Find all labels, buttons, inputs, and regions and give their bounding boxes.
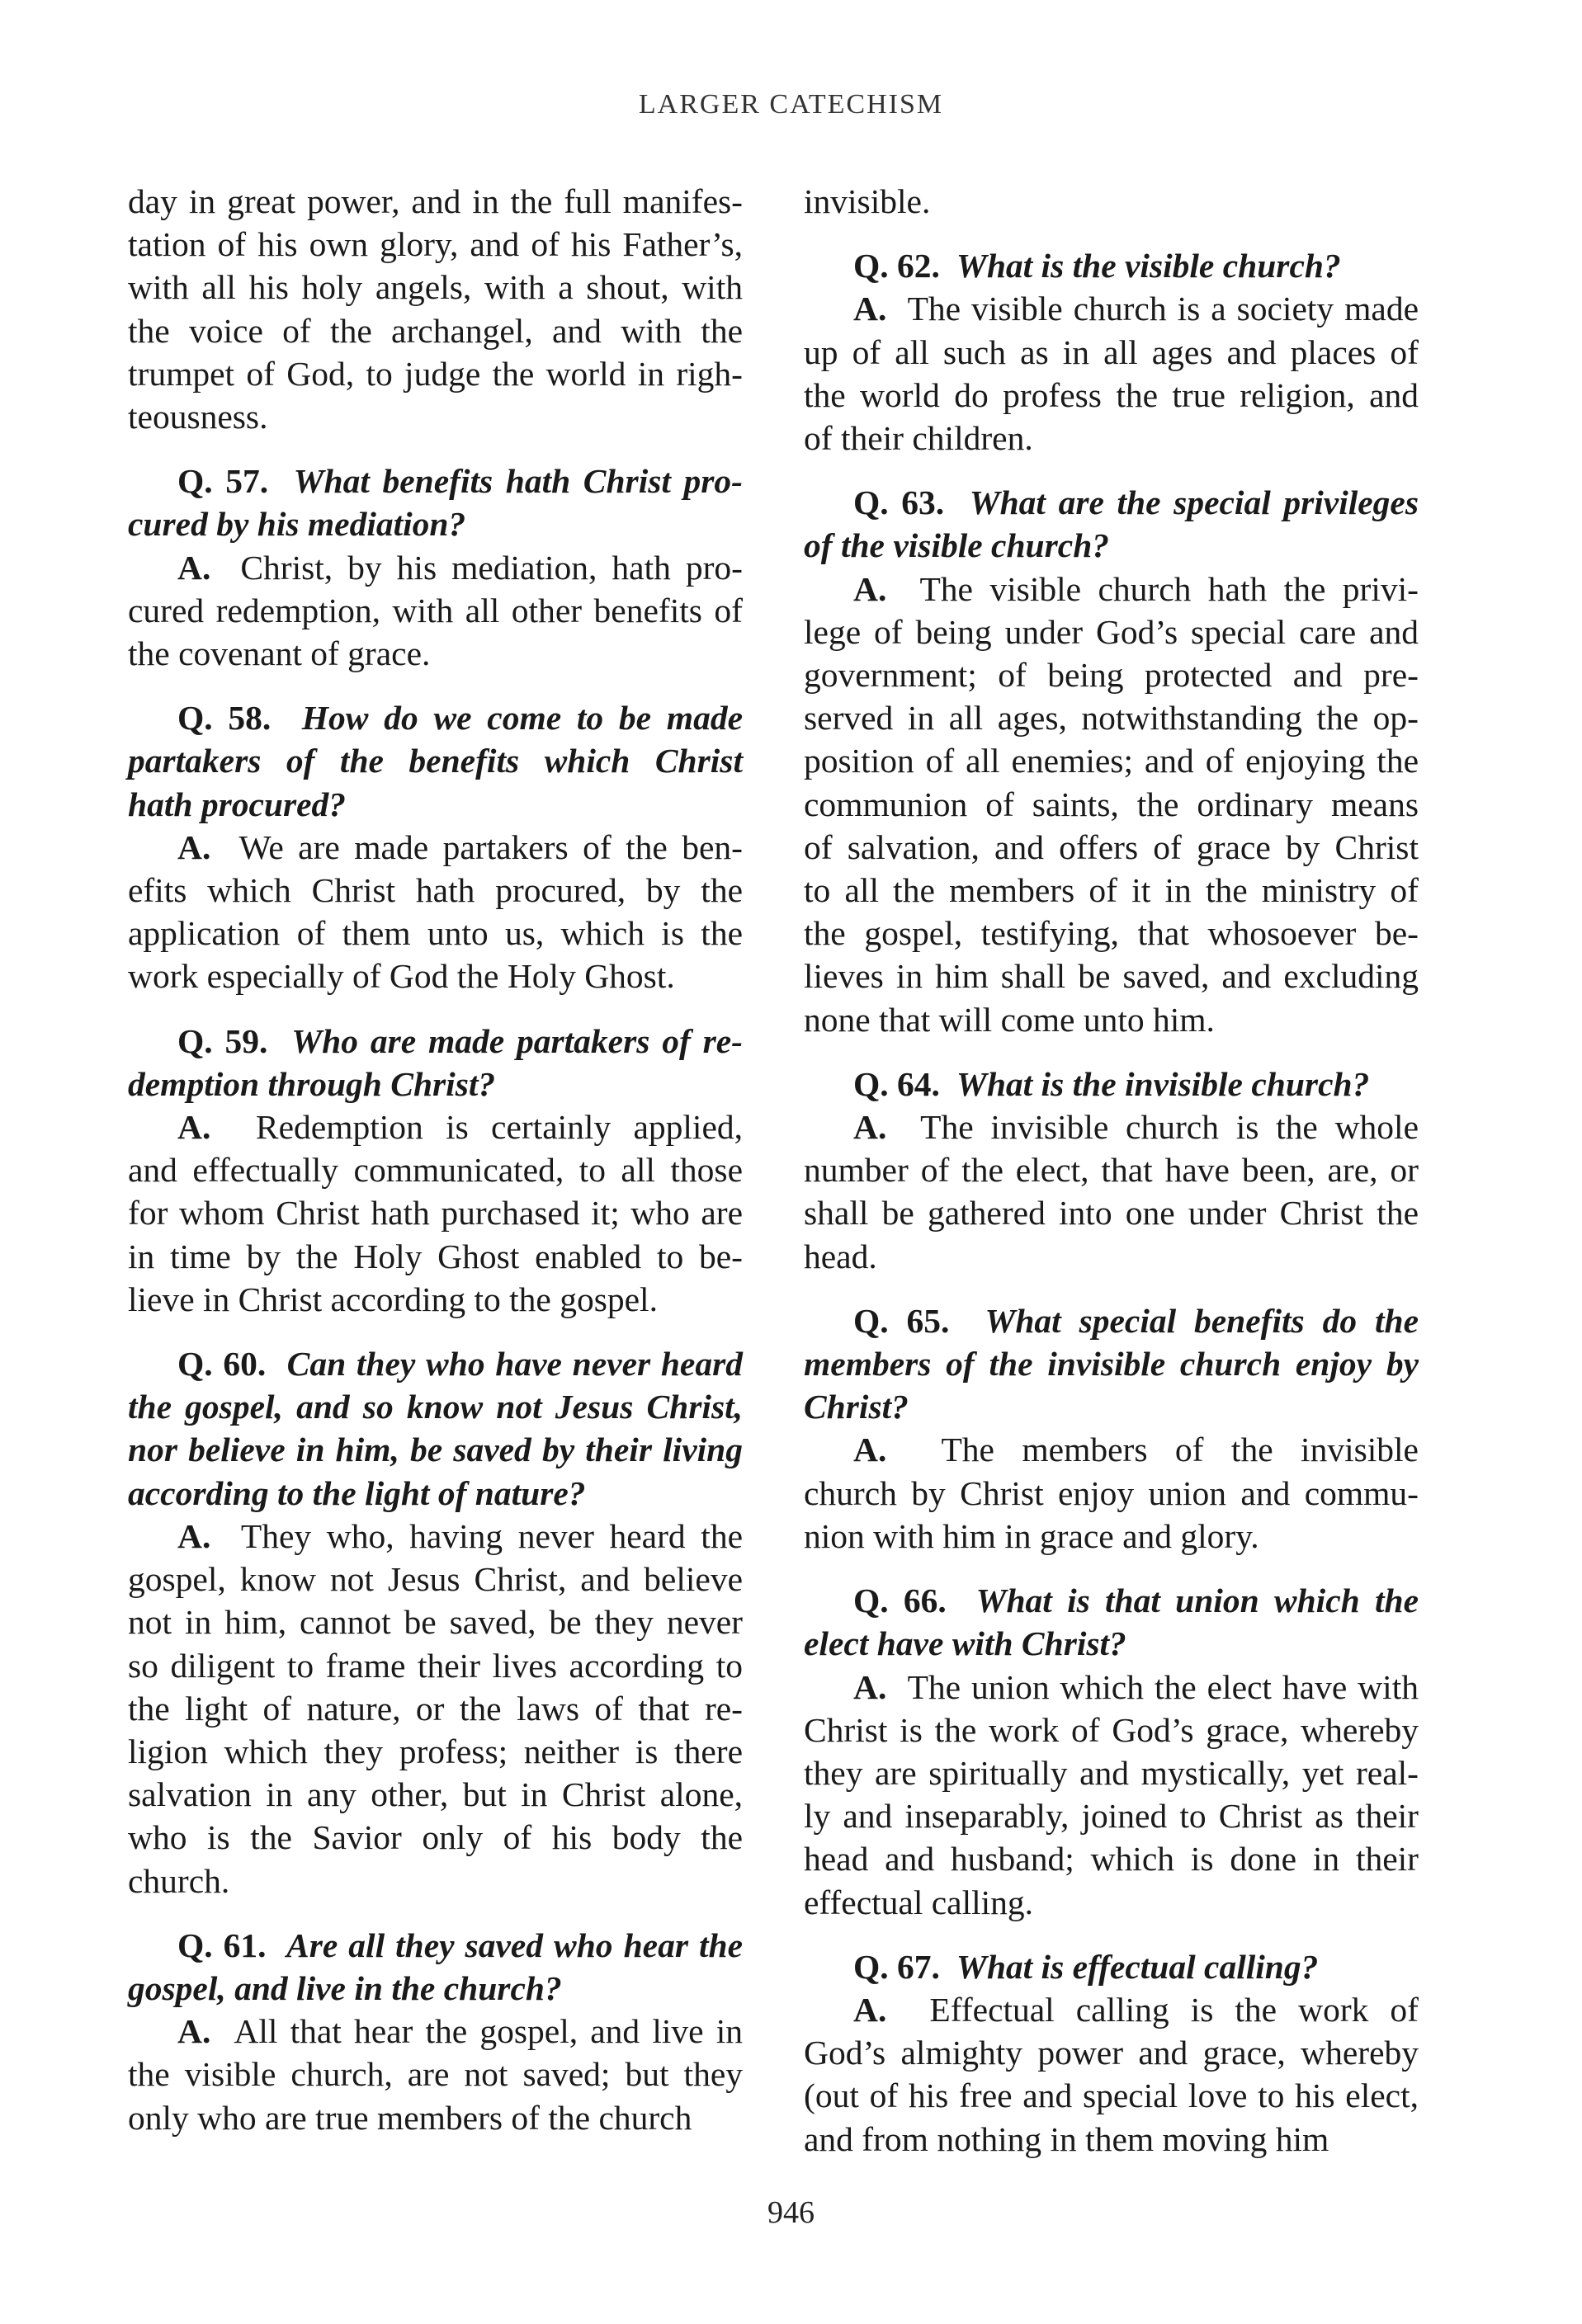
- answer-text: and effectually communicated, to all those: [128, 1151, 743, 1190]
- answer-line: [804, 610, 1419, 653]
- question-text: hath procured?: [128, 785, 347, 823]
- answer-line: [128, 912, 743, 955]
- answer-label: A.: [853, 1108, 887, 1147]
- answer-line: [804, 1235, 1419, 1278]
- question-text: What is the invisible church?: [956, 1064, 1370, 1103]
- question-line: [128, 1342, 743, 1385]
- text-line: with all his holy angels, with a shout, with: [128, 268, 743, 307]
- question-text: the gospel, and so know not Jesus Christ,: [128, 1388, 743, 1426]
- question-number: Q. 61.: [177, 1926, 267, 1964]
- question-number: Q. 57.: [177, 462, 269, 501]
- answer-text: lieves in him shall be saved, and excluding: [804, 957, 1419, 996]
- question-answer-item: [804, 1945, 1419, 2161]
- answer-line: [128, 1644, 743, 1687]
- answer-label: A.: [853, 1667, 887, 1706]
- question-line: [128, 460, 743, 502]
- question-answer-item: [128, 1342, 743, 1902]
- question: [804, 1579, 1419, 1665]
- answer-line: [804, 826, 1419, 869]
- question: [128, 1020, 743, 1105]
- answer-line: [804, 331, 1419, 374]
- right-column: [804, 180, 1419, 2161]
- answer-line: [128, 2096, 743, 2139]
- answer-label: A.: [177, 1516, 211, 1555]
- answer-text: salvation in any other, but in Christ alone,: [128, 1775, 743, 1814]
- answer-text: The visible church hath the privi-: [919, 569, 1419, 608]
- question-line: [128, 502, 743, 545]
- question-line: [804, 1299, 1419, 1342]
- answer-text: All that hear the gospel, and live in: [234, 2012, 743, 2051]
- text-line: invisible.: [804, 182, 931, 220]
- question: [804, 1945, 1419, 1988]
- answer-text: We are made partakers of the ben-: [238, 827, 743, 866]
- question-line: [128, 1967, 743, 2010]
- answer-text: lege of being under God’s special care and: [804, 612, 1419, 651]
- answer: [128, 1105, 743, 1321]
- answer-text: they are spiritually and mystically, yet real-: [804, 1753, 1419, 1792]
- answer-line: [128, 869, 743, 912]
- question-text: Who are made partakers of re-: [291, 1021, 743, 1060]
- text-line: tation of his own glory, and of his Father’s,: [128, 225, 743, 264]
- question-line: [128, 696, 743, 739]
- question-line: [128, 1020, 743, 1063]
- answer-text: and from nothing in them moving him: [804, 2119, 1329, 2158]
- answer-text: the visible church, are not saved; but they: [128, 2055, 743, 2094]
- answer-text: The visible church is a society made: [907, 290, 1419, 328]
- answer-line: [128, 1148, 743, 1191]
- answer-label: A.: [853, 569, 887, 608]
- answer-text: of salvation, and offers of grace by Christ: [804, 827, 1419, 866]
- answer-line: [128, 1730, 743, 1773]
- answer-line: [804, 287, 1419, 330]
- answer-text: ly and inseparably, joined to Christ as their: [804, 1797, 1419, 1836]
- answer-text: only who are true members of the church: [128, 2098, 692, 2137]
- answer-text: Effectual calling is the work of: [929, 1990, 1419, 2029]
- question-answer-item: [804, 481, 1419, 1041]
- question-number: Q. 65.: [853, 1301, 950, 1340]
- answer-line: [804, 739, 1419, 782]
- question-text: demption through Christ?: [128, 1064, 496, 1103]
- question-line: [804, 1342, 1419, 1385]
- answer-text: in time by the Holy Ghost enabled to be-: [128, 1237, 743, 1275]
- question-line: [804, 244, 1419, 287]
- question-number: Q. 62.: [853, 247, 940, 285]
- answer: [804, 1988, 1419, 2161]
- answer: [128, 1515, 743, 1902]
- answer-text: work especially of God the Holy Ghost.: [128, 957, 675, 996]
- answer-text: who is the Savior only of his body the: [128, 1818, 743, 1857]
- answer-text: the world do profess the true religion, and: [804, 375, 1419, 414]
- answer-text: not in him, cannot be saved, be they never: [128, 1603, 743, 1642]
- answer: [128, 546, 743, 676]
- question: [128, 1924, 743, 2010]
- answer-line: [128, 826, 743, 869]
- answer-line: [128, 1860, 743, 1902]
- answer-text: government; of being protected and pre-: [804, 656, 1419, 695]
- answer-line: [128, 1773, 743, 1816]
- answer: [804, 568, 1419, 1041]
- question-text: cured by his mediation?: [128, 505, 466, 544]
- answer-line: [804, 1191, 1419, 1234]
- question-line: [804, 1385, 1419, 1428]
- answer-label: A.: [853, 1990, 887, 2029]
- text-line: day in great power, and in the full manifes-: [128, 182, 743, 220]
- answer-text: Christ is the work of God’s grace, whereby: [804, 1710, 1419, 1749]
- question-text: partakers of the benefits which Christ: [128, 742, 743, 780]
- running-header: LARGER CATECHISM: [638, 89, 944, 120]
- question-answer-item: [128, 696, 743, 997]
- answer-line: [804, 1794, 1419, 1837]
- continued-answer: [128, 180, 743, 438]
- question-line: [804, 1945, 1419, 1988]
- question: [128, 1342, 743, 1515]
- question: [128, 460, 743, 545]
- question-line: [128, 783, 743, 826]
- question-line: [128, 1472, 743, 1515]
- answer-text: application of them unto us, which is the: [128, 914, 743, 953]
- text-line: teousness.: [128, 398, 268, 436]
- answer-text: head.: [804, 1237, 877, 1275]
- answer-line: [804, 417, 1419, 460]
- question-text: members of the invisible church enjoy by: [804, 1345, 1419, 1384]
- answer-line: [128, 1816, 743, 1859]
- answer-line: [804, 1148, 1419, 1191]
- answer-text: to all the members of it in the ministry of: [804, 871, 1419, 910]
- answer-line: [128, 2010, 743, 2053]
- question-number: Q. 66.: [853, 1582, 947, 1620]
- answer-line: [804, 955, 1419, 997]
- question-number: Q. 58.: [177, 699, 272, 738]
- question-text: What is effectual calling?: [956, 1947, 1319, 1986]
- answer-text: for whom Christ hath purchased it; who are: [128, 1194, 743, 1233]
- answer-text: none that will come unto him.: [804, 1000, 1215, 1039]
- answer-text: number of the elect, that have been, are, or: [804, 1151, 1419, 1190]
- answer-line: [804, 1428, 1419, 1471]
- answer-line: [804, 1837, 1419, 1880]
- answer-line: [804, 2118, 1419, 2161]
- question-number: Q. 60.: [177, 1345, 267, 1384]
- answer-line: [804, 912, 1419, 955]
- answer-text: the covenant of grace.: [128, 634, 431, 673]
- answer-label: A.: [177, 2012, 211, 2051]
- question-line: [804, 481, 1419, 524]
- question-text: What is the visible church?: [956, 247, 1341, 285]
- page-number: 946: [767, 2195, 815, 2230]
- question-answer-item: [804, 1579, 1419, 1924]
- question: [128, 696, 743, 826]
- answer-line: [128, 1278, 743, 1321]
- answer: [804, 1666, 1419, 1924]
- question-text: Are all they saved who hear the: [286, 1926, 744, 1964]
- answer-text: God’s almighty power and grace, whereby: [804, 2034, 1419, 2072]
- question-number: Q. 64.: [853, 1064, 940, 1103]
- answer-line: [804, 998, 1419, 1041]
- answer-label: A.: [177, 827, 211, 866]
- answer: [128, 2010, 743, 2139]
- answer-text: ligion which they profess; neither is there: [128, 1732, 743, 1770]
- question-line: [804, 1622, 1419, 1665]
- answer-line: [804, 568, 1419, 610]
- answer-text: The union which the elect have with: [907, 1667, 1419, 1706]
- question: [804, 1299, 1419, 1429]
- answer: [804, 1105, 1419, 1278]
- answer-text: cured redemption, with all other benefits of: [128, 591, 743, 629]
- answer-line: [128, 1235, 743, 1278]
- answer-text: gospel, know not Jesus Christ, and believe: [128, 1560, 743, 1599]
- answer-line: [804, 1751, 1419, 1794]
- answer-line: [804, 1988, 1419, 2031]
- question-answer-item: [804, 1299, 1419, 1558]
- answer-text: of their children.: [804, 419, 1033, 458]
- question-line: [128, 1428, 743, 1471]
- answer-line: [804, 1666, 1419, 1709]
- answer-line: [128, 632, 743, 675]
- answer-line: [804, 1881, 1419, 1924]
- question-text: What are the special privileges: [969, 483, 1419, 522]
- answer-line: [128, 2053, 743, 2095]
- question-text: nor believe in him, be saved by their living: [128, 1431, 743, 1469]
- answer-line: [128, 546, 743, 589]
- answer-text: nion with him in grace and glory.: [804, 1516, 1259, 1555]
- answer-text: the light of nature, or the laws of that re-: [128, 1689, 743, 1728]
- question-text: Can they who have never heard: [286, 1345, 744, 1384]
- answer-text: up of all such as in all ages and places of: [804, 332, 1419, 371]
- answer-label: A.: [853, 1431, 887, 1469]
- answer-text: They who, having never heard the: [240, 1516, 743, 1555]
- answer-line: [128, 1600, 743, 1643]
- question-text: of the visible church?: [804, 526, 1110, 565]
- answer-text: head and husband; which is done in their: [804, 1840, 1419, 1879]
- answer-line: [804, 1472, 1419, 1515]
- question-number: Q. 59.: [177, 1021, 268, 1060]
- text-line: the voice of the archangel, and with the: [128, 311, 743, 350]
- answer-text: Redemption is certainly applied,: [255, 1108, 743, 1147]
- answer-text: served in all ages, notwithstanding the op-: [804, 699, 1419, 738]
- question-text: How do we come to be made: [301, 699, 744, 738]
- answer-line: [804, 374, 1419, 417]
- answer-text: church by Christ enjoy union and commu-: [804, 1473, 1419, 1512]
- question-line: [128, 739, 743, 782]
- answer-line: [128, 955, 743, 997]
- answer-text: effectual calling.: [804, 1883, 1034, 1921]
- question-answer-item: [128, 1020, 743, 1321]
- answer-label: A.: [177, 548, 211, 587]
- answer-text: so diligent to frame their lives according to: [128, 1646, 743, 1685]
- answer-line: [128, 589, 743, 632]
- answer-text: shall be gathered into one under Christ the: [804, 1194, 1419, 1233]
- question-line: [128, 1385, 743, 1428]
- question-answer-item: [128, 460, 743, 675]
- answer-line: [804, 1709, 1419, 1751]
- answer-line: [804, 1105, 1419, 1148]
- answer-text: efits which Christ hath procured, by the: [128, 871, 743, 910]
- text-line: trumpet of God, to judge the world in righ-: [128, 354, 743, 393]
- answer-line: [128, 1515, 743, 1558]
- answer-text: position of all enemies; and of enjoying the: [804, 742, 1419, 780]
- continued-answer: [804, 180, 1419, 223]
- question-number: Q. 67.: [853, 1947, 940, 1986]
- answer-text: the gospel, testifying, that whosoever be-: [804, 914, 1419, 953]
- question-answer-item: [804, 1063, 1419, 1278]
- answer-line: [128, 1105, 743, 1148]
- answer-line: [804, 653, 1419, 696]
- question-text: Christ?: [804, 1388, 909, 1426]
- question: [804, 1063, 1419, 1105]
- question: [804, 244, 1419, 287]
- question-line: [128, 1063, 743, 1105]
- question: [804, 481, 1419, 567]
- question-line: [804, 1063, 1419, 1105]
- answer-text: church.: [128, 1861, 230, 1900]
- question-answer-item: [804, 244, 1419, 460]
- answer-text: communion of saints, the ordinary means: [804, 785, 1419, 823]
- answer-line: [804, 1515, 1419, 1558]
- answer-text: (out of his free and special love to his elect,: [804, 2077, 1419, 2115]
- question-text: What special benefits do the: [985, 1301, 1419, 1340]
- answer: [804, 1428, 1419, 1558]
- answer-label: A.: [177, 1108, 211, 1147]
- answer-line: [804, 869, 1419, 912]
- left-column: [128, 180, 743, 2139]
- answer-text: Christ, by his mediation, hath pro-: [240, 548, 743, 587]
- answer-text: lieve in Christ according to the gospel.: [128, 1280, 658, 1318]
- question-line: [804, 524, 1419, 567]
- answer-line: [804, 2074, 1419, 2117]
- answer-line: [804, 783, 1419, 826]
- answer-label: A.: [853, 290, 887, 328]
- answer-text: The invisible church is the whole: [920, 1108, 1419, 1147]
- question-line: [804, 1579, 1419, 1622]
- answer-text: The members of the invisible: [941, 1431, 1419, 1469]
- question-text: according to the light of nature?: [128, 1473, 586, 1512]
- answer: [128, 826, 743, 998]
- question-answer-item: [128, 1924, 743, 2139]
- question-text: gospel, and live in the church?: [128, 1968, 562, 2007]
- answer-line: [804, 696, 1419, 739]
- question-number: Q. 63.: [853, 483, 945, 522]
- answer: [804, 287, 1419, 460]
- question-line: [128, 1924, 743, 1967]
- answer-line: [128, 1191, 743, 1234]
- answer-line: [128, 1558, 743, 1600]
- answer-line: [128, 1687, 743, 1730]
- question-text: elect have with Christ?: [804, 1624, 1126, 1663]
- question-text: What is that union which the: [975, 1582, 1419, 1620]
- answer-line: [804, 2031, 1419, 2074]
- question-text: What benefits hath Christ pro-: [293, 462, 743, 501]
